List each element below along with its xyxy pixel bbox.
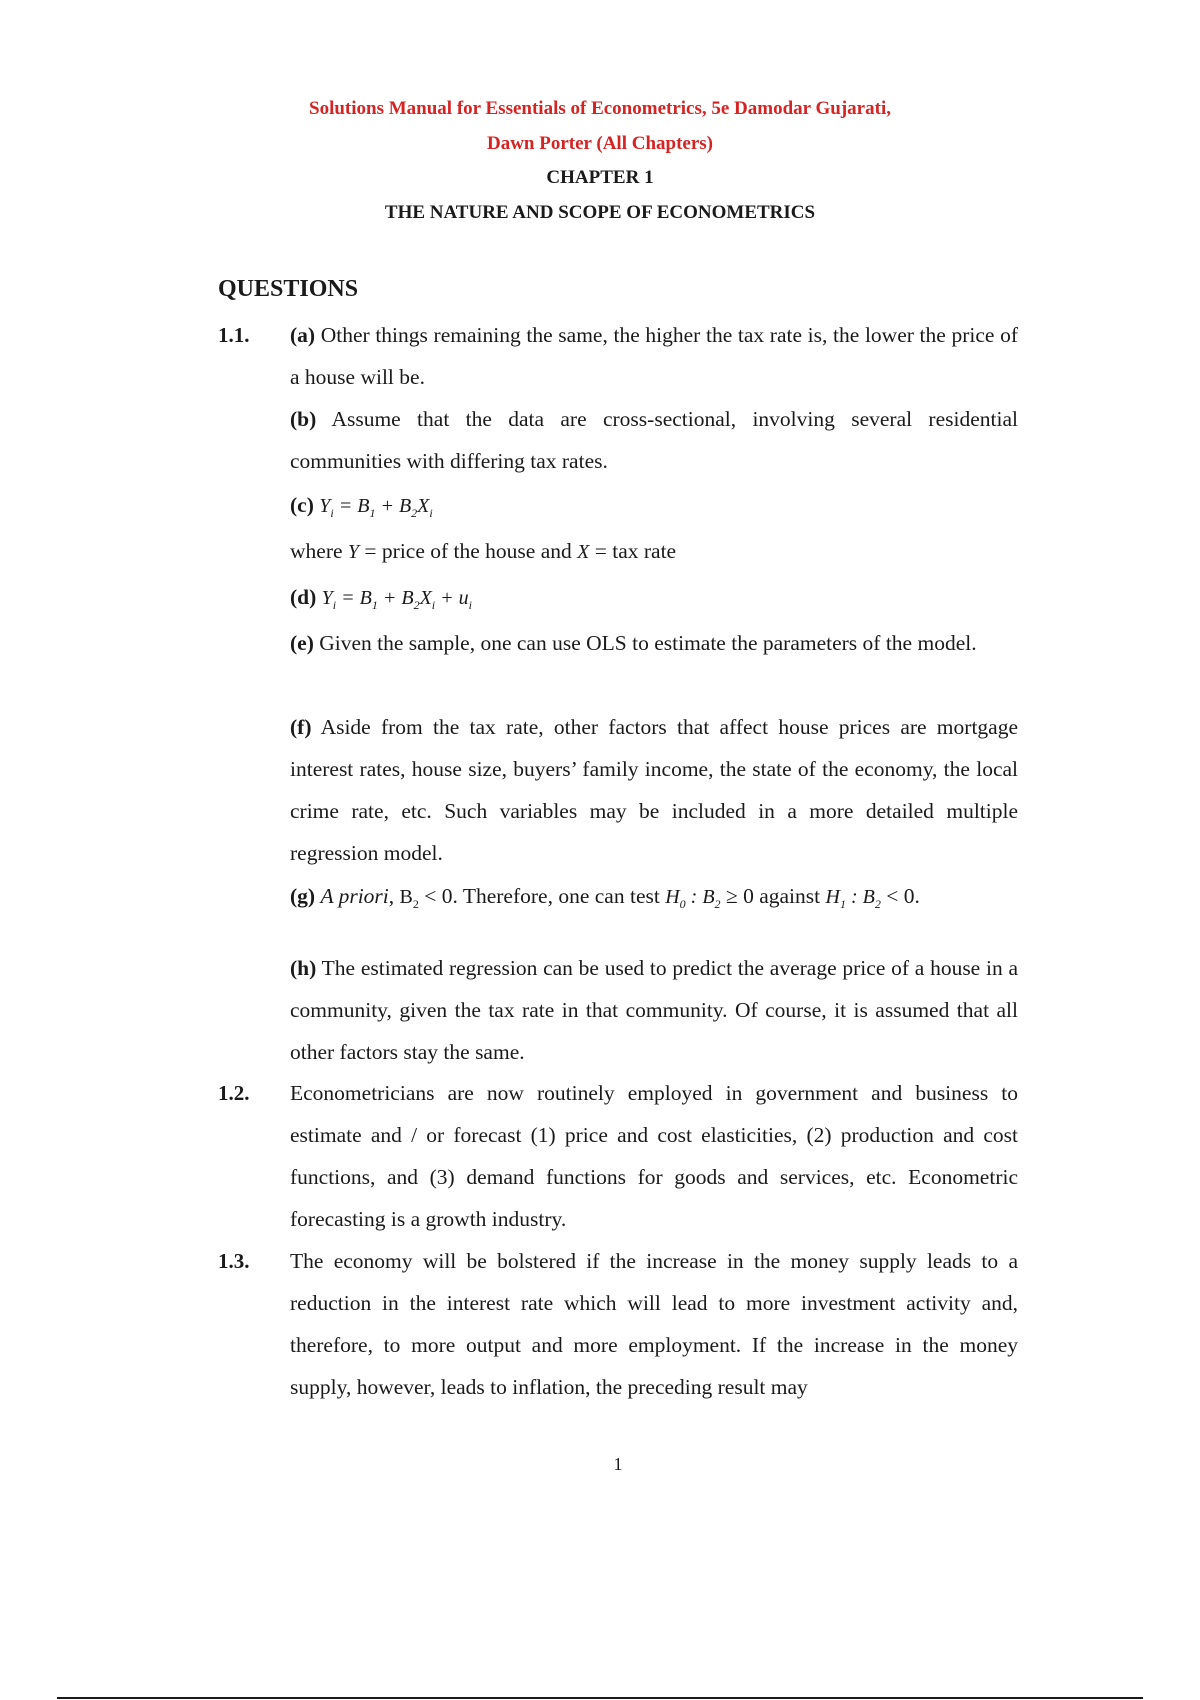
answer-1-1-f — [290, 706, 1018, 874]
variable-definitions: where Y = price of the house and X = tax rate — [290, 539, 677, 563]
part-label-d: (d) — [290, 585, 317, 609]
answer-text: Given the sample, one can use OLS to estimate the parameters of the model. — [319, 631, 977, 655]
answer-text: Assume that the data are cross-sectional, involving several residential communities with differing tax rates. — [290, 407, 1018, 473]
answer-1-1-a — [290, 314, 1018, 398]
answer-1-2: Econometricians are now routinely employed in government and business to estimate and / or forecast (1) price and cost elasticities, (2) production and cost functions, and (3) demand functions for goods and services, etc. Econometric forecasting is a growth industry. — [290, 1081, 1018, 1231]
alternative-hypothesis: $H_1$ : $B_2$ — [825, 886, 881, 911]
part-label-c: (c) — [290, 493, 314, 517]
question-number-1-2: 1.2. — [218, 1081, 250, 1105]
regression-equation: $Y_i = B_1 + B_2X_i$ — [319, 495, 433, 520]
part-label-e: (e) — [290, 631, 314, 655]
question-number-1-3: 1.3. — [218, 1249, 250, 1273]
chapter-title: THE NATURE AND SCOPE OF ECONOMETRICS — [384, 201, 816, 223]
page-number: 1 — [613, 1454, 623, 1474]
answer-1-1-d — [290, 576, 1018, 626]
answer-1-1-g: (g) A priori, $B_2 < 0$. Therefore, one can test $H_0$ : $B_2 \ge 0$ against $H_1$ : $B_2 < 0$. — [290, 884, 920, 911]
answer-1-3: The economy will be bolstered if the increase in the money supply leads to a reduction in the interest rate which will lead to more investment activity and, therefore, to more output and more employment. If the increase in the money supply, however, leads to inflation, the preceding result may — [290, 1249, 1018, 1399]
part-label-h: (h) — [290, 956, 317, 980]
document-header — [0, 92, 1200, 230]
answer-1-1-b — [290, 398, 1018, 482]
bottom-divider — [57, 1697, 1143, 1699]
part-label-g: (g) — [290, 884, 316, 908]
answer-1-1-h — [290, 947, 1018, 1073]
chapter-label: CHAPTER 1 — [546, 167, 654, 188]
answer-text: Other things remaining the same, the higher the tax rate is, the lower the price of a house will be. — [290, 323, 1018, 389]
question-number-1-1: 1.1. — [218, 323, 250, 347]
book-title-line-1: Solutions Manual for Essentials of Econometrics, 5e Damodar Gujarati, — [309, 98, 891, 119]
null-hypothesis: $H_0$ : $B_2$ — [665, 886, 721, 911]
part-label-b: (b) — [290, 407, 317, 431]
book-title-line-2: Dawn Porter (All Chapters) — [486, 132, 714, 154]
answer-1-1-e — [290, 622, 1018, 664]
answer-text: The estimated regression can be used to predict the average price of a house in a community, given the tax rate in that community. Of course, it is assumed that all other factors stay the same. — [290, 956, 1018, 1064]
part-label-a: (a) — [290, 323, 316, 347]
answer-1-1-c — [290, 484, 1018, 534]
section-title: QUESTIONS — [218, 276, 359, 302]
part-label-f: (f) — [290, 715, 312, 739]
stochastic-regression-equation: $Y_i = B_1 + B_2X_i + u_i$ — [321, 587, 472, 612]
answer-text: Aside from the tax rate, other factors that affect house prices are mortgage interest rates, house size, buyers’ family income, the state of the economy, the local crime rate, etc. Such variables may be included in a more detailed multiple regression model. — [290, 715, 1019, 865]
